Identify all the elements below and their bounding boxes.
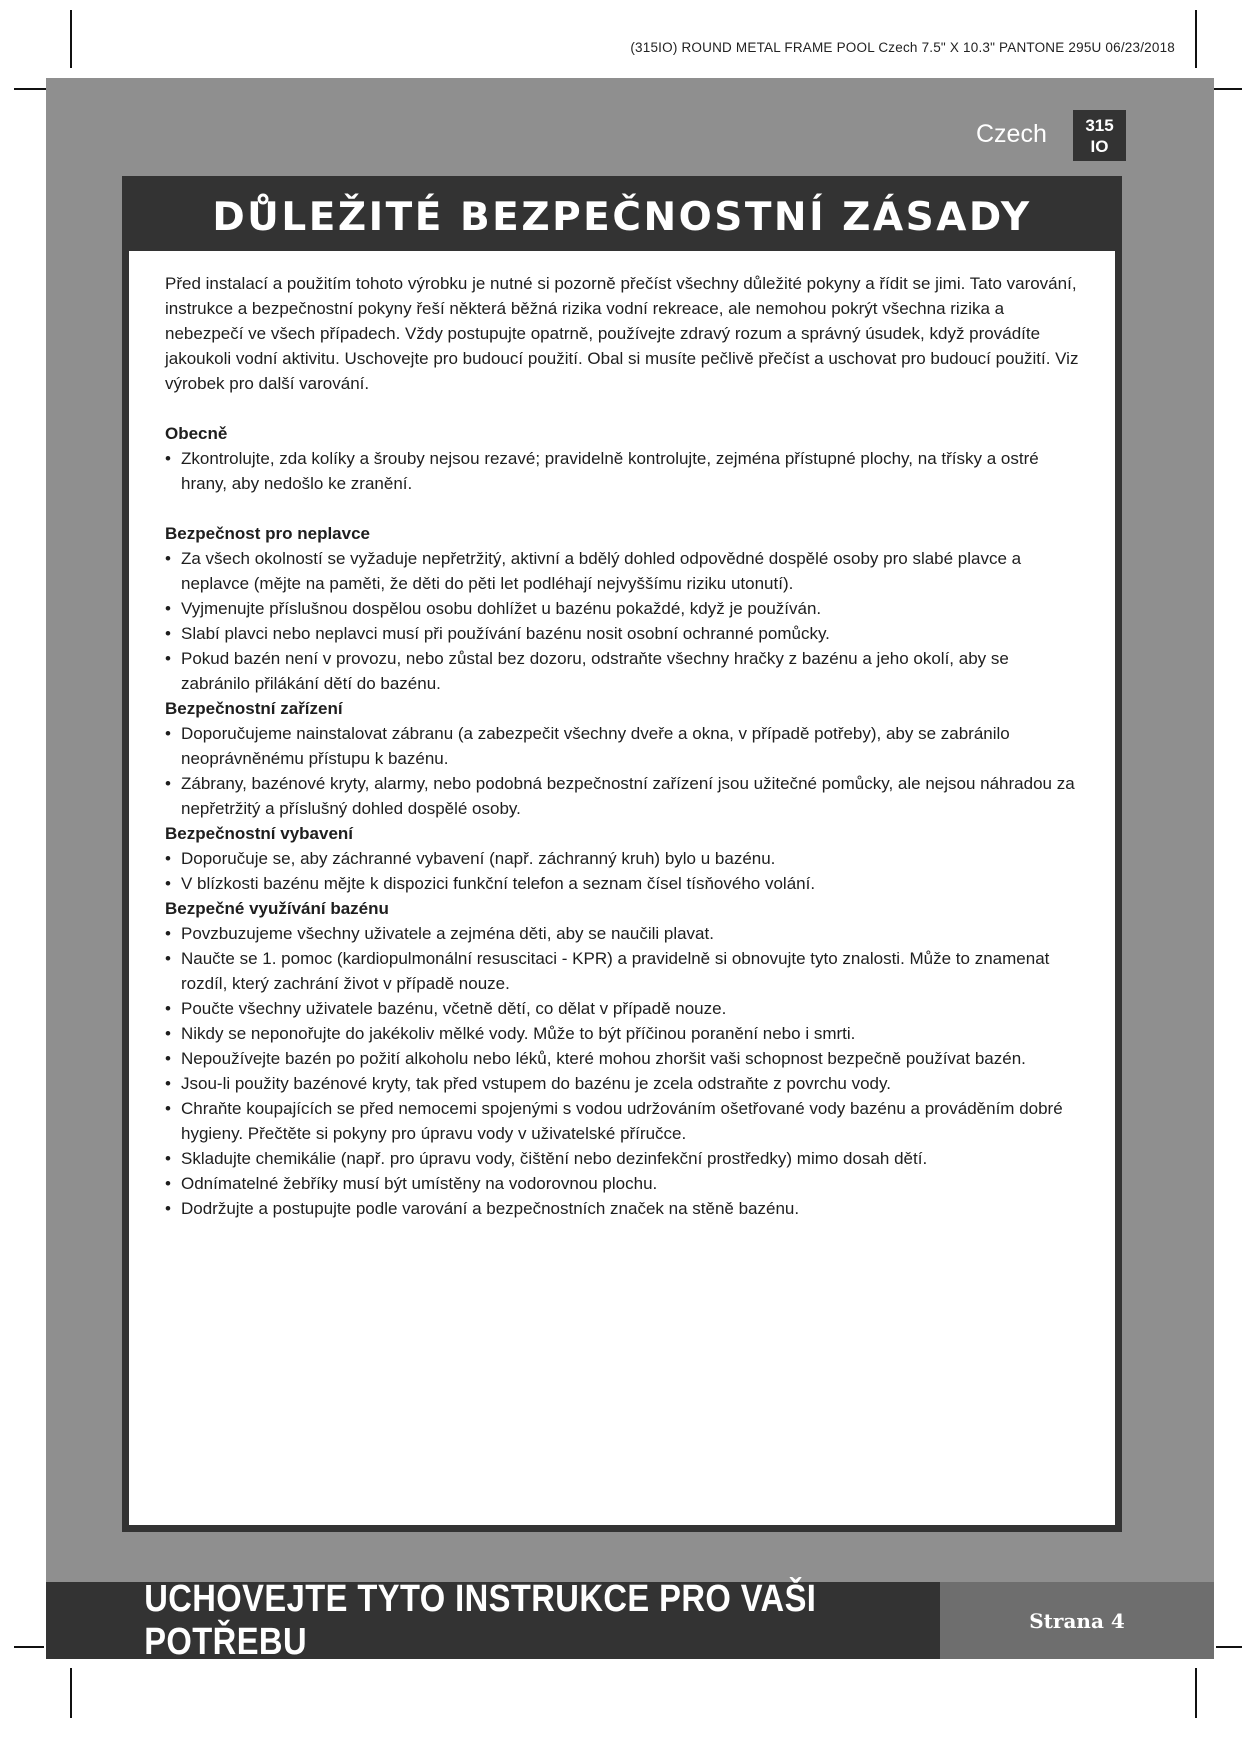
section-heading-nonswimmers: Bezpečnost pro neplavce <box>165 524 371 543</box>
list-item: • Skladujte chemikálie (např. pro úpravu vody, čištění nebo dezinfekční prostředky) mimo dosah dětí. <box>165 1146 1081 1171</box>
crop-mark-bottom-right-v <box>1195 1668 1197 1718</box>
model-code-line2: IO <box>1090 136 1109 156</box>
crop-mark-top-right-v <box>1195 10 1197 68</box>
list-item: • Nikdy se neponořujte do jakékoliv mělké vody. Může to být příčinou poranění nebo i smrti. <box>165 1021 1081 1046</box>
section-heading-safe-use: Bezpečné využívání bazénu <box>165 899 389 918</box>
crop-mark-bottom-left-v <box>70 1668 72 1718</box>
list-item: • Doporučujeme nainstalovat zábranu (a zabezpečit všechny dveře a okna, v případě potřeby), aby se zabránilo neoprávněnému přístupu k bazénu. <box>165 721 1081 771</box>
section-list-safe-use <box>165 921 1081 1221</box>
panel-content <box>129 251 1115 1221</box>
list-item: • Dodržujte a postupujte podle varování a bezpečnostních značek na stěně bazénu. <box>165 1196 1081 1221</box>
language-label: Czech <box>976 120 1047 148</box>
intro-paragraph: Před instalací a použitím tohoto výrobku je nutné si pozorně přečíst všechny důležité pokyny a řídit se jimi. Tato varování, instrukce a bezpečnostní pokyny řeší některá běžná rizika vodní rekreace, ale nemohou pokrýt všechna rizika a nebezpečí ve všech případech. Vždy postupujte opatrně, používejte zdravý rozum a správný úsudek, když provádíte jakoukoli vodní aktivitu. Uschovejte pro budoucí použití. Obal si musíte pečlivě přečíst a uschovat pro budoucí použití. Viz výrobek pro další varování. <box>165 274 1079 393</box>
section-list-nonswimmers <box>165 546 1081 696</box>
crop-mark-top-left-v <box>70 10 72 68</box>
section-heading-general: Obecně <box>165 424 228 443</box>
section-heading-safety-devices: Bezpečnostní zařízení <box>165 699 343 718</box>
section-list-safety-devices <box>165 721 1081 821</box>
footer-slogan: UCHOVEJTE TYTO INSTRUKCE PRO VAŠI POTŘEBU <box>144 1577 817 1663</box>
list-item: • Doporučuje se, aby záchranné vybavení (např. záchranný kruh) bylo u bazénu. <box>165 846 1081 871</box>
page-number: Strana 4 <box>940 1582 1214 1659</box>
safety-panel <box>122 176 1122 1532</box>
list-item: • Chraňte koupajících se před nemocemi spojenými s vodou udržováním ošetřované vody bazénu a prováděním dobré hygieny. Přečtěte si pokyny pro úpravu vody v uživatelské příručce. <box>165 1096 1081 1146</box>
list-item: • Za všech okolností se vyžaduje nepřetržitý, aktivní a bdělý dohled odpovědné dospělé osoby pro slabé plavce a neplavce (mějte na paměti, že děti do pěti let podléhají nejvyššímu riziku utonutí). <box>165 546 1081 596</box>
crop-mark-bottom-right-h <box>1216 1646 1242 1648</box>
list-item: • Povzbuzujeme všechny uživatele a zejména děti, aby se naučili plavat. <box>165 921 1081 946</box>
list-item: • Zkontrolujte, zda kolíky a šrouby nejsou rezavé; pravidelně kontrolujte, zejména přístupné plochy, na třísky a ostré hrany, aby nedošlo ke zranění. <box>165 446 1081 496</box>
list-item: • Pokud bazén není v provozu, nebo zůstal bez dozoru, odstraňte všechny hračky z bazénu a jeho okolí, aby se zabránilo přilákání dětí do bazénu. <box>165 646 1081 696</box>
list-item: • Poučte všechny uživatele bazénu, včetně dětí, co dělat v případě nouze. <box>165 996 1081 1021</box>
model-code-line1: 315 <box>1085 115 1114 135</box>
list-item: • Vyjmenujte příslušnou dospělou osobu dohlížet u bazénu pokaždé, když je používán. <box>165 596 1081 621</box>
list-item: • Nepoužívejte bazén po požití alkoholu nebo léků, které mohou zhoršit vaši schopnost bezpečně používat bazén. <box>165 1046 1081 1071</box>
list-item: • Jsou-li použity bazénové kryty, tak před vstupem do bazénu je zcela odstraňte z povrchu vody. <box>165 1071 1081 1096</box>
crop-mark-bottom-left-h <box>14 1646 44 1648</box>
section-list-safety-equipment <box>165 846 1081 896</box>
model-code-badge <box>1073 110 1126 161</box>
print-meta-line: (315IO) ROUND METAL FRAME POOL Czech 7.5" X 10.3" PANTONE 295U 06/23/2018 <box>630 40 1175 55</box>
list-item: • Odnímatelné žebříky musí být umístěny na vodorovnou plochu. <box>165 1171 1081 1196</box>
section-heading-safety-equipment: Bezpečnostní vybavení <box>165 824 354 843</box>
section-list-general <box>165 446 1081 496</box>
list-item: • V blízkosti bazénu mějte k dispozici funkční telefon a seznam čísel tísňového volání. <box>165 871 1081 896</box>
panel-title: DŮLEŽITÉ BEZPEČNOSTNÍ ZÁSADY <box>129 183 1115 251</box>
list-item: • Naučte se 1. pomoc (kardiopulmonální resuscitaci - KPR) a pravidelně si obnovujte tyto znalosti. Může to znamenat rozdíl, který zachrání život v případě nouze. <box>165 946 1081 996</box>
list-item: • Slabí plavci nebo neplavci musí při používání bazénu nosit osobní ochranné pomůcky. <box>165 621 1081 646</box>
list-item: • Zábrany, bazénové kryty, alarmy, nebo podobná bezpečnostní zařízení jsou užitečné pomůcky, ale nejsou náhradou za nepřetržitý a příslušný dohled dospělé osoby. <box>165 771 1081 821</box>
